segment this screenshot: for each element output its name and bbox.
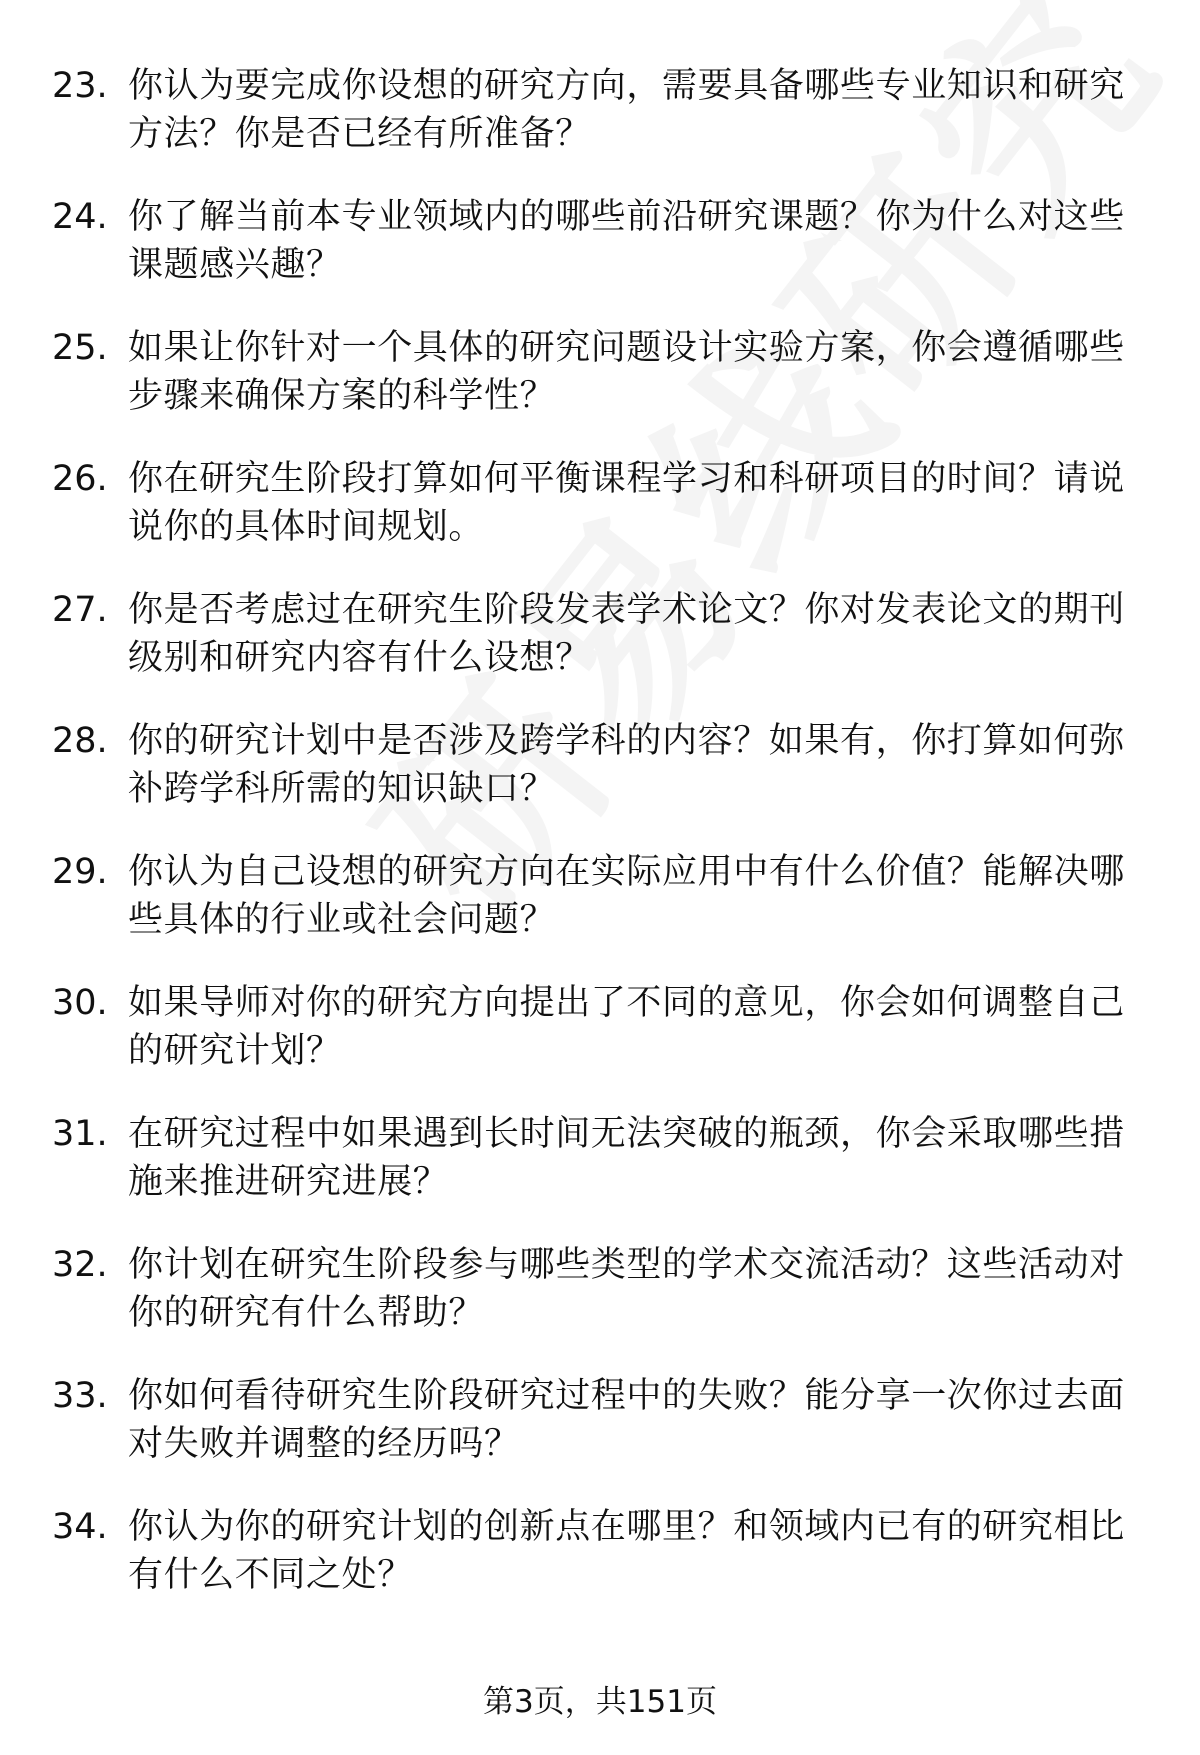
- page-footer: 第3页，共151页: [483, 1684, 717, 1720]
- question-number: 33.: [52, 1376, 108, 1416]
- question-text: 如果导师对你的研究方向提出了不同的意见，你会如何调整自己的研究计划？: [128, 983, 1125, 1071]
- question-number: 28.: [52, 721, 108, 761]
- question-number: 27.: [52, 590, 108, 630]
- question-item: [0, 193, 1200, 324]
- question-text: 你了解当前本专业领域内的哪些前沿研究课题？你为什么对这些课题感兴趣？: [128, 197, 1125, 285]
- question-number: 34.: [52, 1507, 108, 1547]
- question-item: [0, 324, 1200, 455]
- question-text: 你计划在研究生阶段参与哪些类型的学术交流活动？这些活动对你的研究有什么帮助？: [128, 1245, 1125, 1333]
- question-number: 32.: [52, 1245, 108, 1285]
- question-text: 如果让你针对一个具体的研究问题设计实验方案，你会遵循哪些步骤来确保方案的科学性？: [128, 328, 1125, 416]
- question-item: [0, 62, 1200, 193]
- question-item: [0, 1503, 1200, 1634]
- question-item: [0, 455, 1200, 586]
- question-list: [0, 62, 1200, 1634]
- question-number: 23.: [52, 66, 108, 106]
- question-item: [0, 717, 1200, 848]
- question-item: [0, 1110, 1200, 1241]
- question-text: 你认为你的研究计划的创新点在哪里？和领域内已有的研究相比有什么不同之处？: [128, 1507, 1125, 1595]
- question-text: 你在研究生阶段打算如何平衡课程学习和科研项目的时间？请说说你的具体时间规划。: [128, 459, 1125, 547]
- question-text: 你的研究计划中是否涉及跨学科的内容？如果有，你打算如何弥补跨学科所需的知识缺口？: [128, 721, 1125, 809]
- question-number: 26.: [52, 459, 108, 499]
- question-number: 25.: [52, 328, 108, 368]
- question-item: [0, 1241, 1200, 1372]
- question-text: 你如何看待研究生阶段研究过程中的失败？能分享一次你过去面对失败并调整的经历吗？: [128, 1376, 1125, 1464]
- question-item: [0, 979, 1200, 1110]
- question-text: 你认为自己设想的研究方向在实际应用中有什么价值？能解决哪些具体的行业或社会问题？: [128, 852, 1125, 940]
- question-number: 30.: [52, 983, 108, 1023]
- question-number: 29.: [52, 852, 108, 892]
- question-item: [0, 1372, 1200, 1503]
- question-text: 你认为要完成你设想的研究方向，需要具备哪些专业知识和研究方法？你是否已经有所准备？: [128, 66, 1125, 154]
- question-item: [0, 848, 1200, 979]
- question-item: [0, 586, 1200, 717]
- question-number: 24.: [52, 197, 108, 237]
- question-text: 你是否考虑过在研究生阶段发表学术论文？你对发表论文的期刊级别和研究内容有什么设想？: [128, 590, 1125, 678]
- question-number: 31.: [52, 1114, 108, 1154]
- question-text: 在研究过程中如果遇到长时间无法突破的瓶颈，你会采取哪些措施来推进研究进展？: [128, 1114, 1125, 1202]
